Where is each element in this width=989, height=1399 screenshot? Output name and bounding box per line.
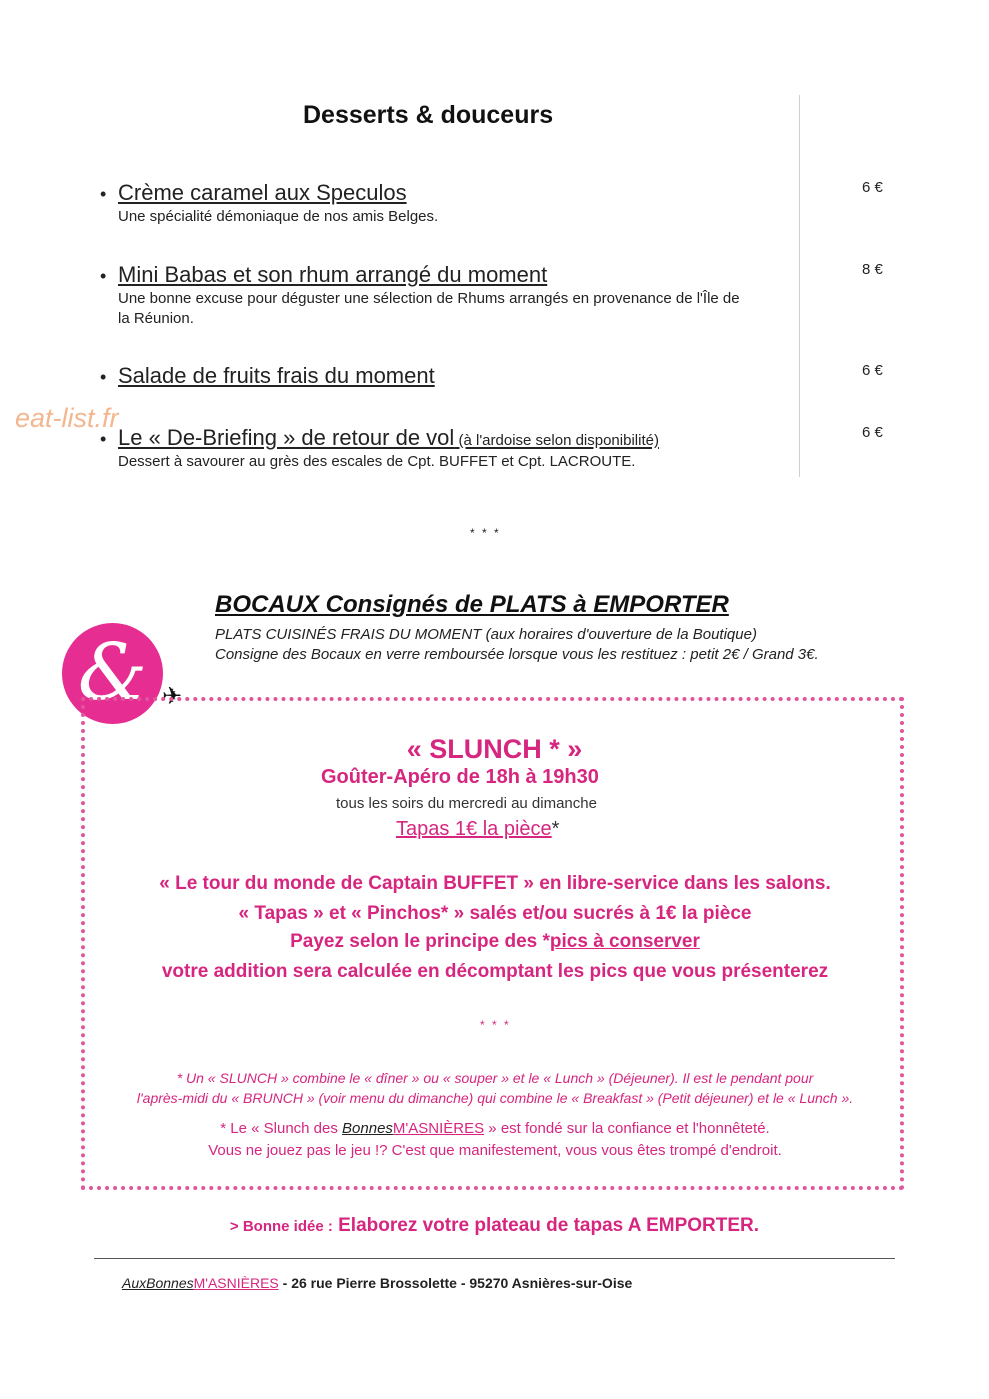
bocaux-line-2: Consigne des Bocaux en verre remboursée lorsque vous les restituez : petit 2€ / Grand 3€. <box>215 646 819 663</box>
watermark: eat-list.fr <box>15 403 119 433</box>
bonne-idee-text: Elaborez votre plateau de tapas A EMPORTER. <box>332 1215 760 1236</box>
tapas-price-line <box>396 818 559 841</box>
slunch-definition-2: l'après-midi du « BRUNCH » (voir menu du dimanche) qui combine le « Breakfast » (Petit déjeuner) et le « Lunch ». <box>136 1090 854 1106</box>
slunch-line-4: votre addition sera calculée en décomptant les pics que vous présenterez <box>161 961 829 982</box>
tapas-price: Tapas 1€ la pièce <box>396 818 552 840</box>
bullet: • <box>100 367 107 387</box>
dessert-price: 6 € <box>862 362 883 379</box>
slunch-line-1: « Le tour du monde de Captain BUFFET » en libre-service dans les salons. <box>159 873 831 894</box>
bonne-idee-lead: > Bonne idée : <box>229 1218 333 1235</box>
dessert-name <box>118 425 659 451</box>
tapas-star: * <box>551 818 560 840</box>
dessert-note: (à l'ardoise selon disponibilité) <box>454 432 659 449</box>
slunch-line-3 <box>95 931 895 953</box>
dessert-price: 6 € <box>862 424 883 441</box>
separator: * * * <box>470 526 501 540</box>
bocaux-title: BOCAUX Consignés de PLATS à EMPORTER <box>215 591 729 618</box>
airplane-icon: ✈ <box>162 683 183 710</box>
footer-name-b: M'ASNIÈRES <box>193 1275 279 1291</box>
slunch-line-2: « Tapas » et « Pinchos* » salés et/ou sucrés à 1€ la pièce <box>238 903 752 924</box>
section-title: Desserts & douceurs <box>303 101 554 129</box>
dessert-name: Salade de fruits frais du moment <box>118 363 435 388</box>
bocaux-line-1: PLATS CUISINÉS FRAIS DU MOMENT (aux horaires d'ouverture de la Boutique) <box>215 626 757 643</box>
dessert-description: Dessert à savourer au grès des escales de Cpt. BUFFET et Cpt. LACROUTE. <box>118 453 636 470</box>
trust-b: Bonnes <box>342 1120 393 1137</box>
dessert-name-text: Le « De-Briefing » de retour de vol <box>118 425 455 450</box>
trust-a: * Le « Slunch des <box>220 1120 343 1137</box>
bullet: • <box>100 184 107 204</box>
ampersand-icon: & <box>77 628 148 718</box>
trust-line-2: Vous ne jouez pas le jeu !? C'est que manifestement, vous vous êtes trompé d'endroit. <box>208 1142 782 1159</box>
days-line: tous les soirs du mercredi au dimanche <box>336 795 597 812</box>
dessert-price: 8 € <box>862 261 883 278</box>
bullet: • <box>100 266 107 286</box>
trust-d: » est fondé sur la confiance et l'honnêteté. <box>484 1120 770 1137</box>
footer-divider <box>94 1258 895 1259</box>
footer-address-text: - 26 rue Pierre Brossolette - 95270 Asnières-sur-Oise <box>278 1275 633 1291</box>
dessert-price: 6 € <box>862 179 883 196</box>
slunch-title: « SLUNCH * » <box>406 734 583 764</box>
bonne-idee <box>0 1215 989 1237</box>
slunch-line-3a: Payez selon le principe des * <box>290 931 550 952</box>
bullet: • <box>100 429 107 449</box>
slunch-line-3b: pics à conserver <box>549 931 700 952</box>
trust-line <box>90 1120 900 1137</box>
vertical-divider <box>799 95 800 477</box>
gouter-apero-line: Goûter-Apéro de 18h à 19h30 <box>321 766 599 788</box>
dessert-description: Une spécialité démoniaque de nos amis Belges. <box>118 208 439 225</box>
footer-name-a: AuxBonnes <box>122 1275 194 1291</box>
trust-c: M'ASNIÈRES <box>392 1120 485 1137</box>
dessert-description: Une bonne excuse pour déguster une sélection de Rhums arrangés en provenance de l'Île de la Réunion. <box>118 290 740 327</box>
slunch-definition-1: * Un « SLUNCH » combine le « dîner » ou « souper » et le « Lunch » (Déjeuner). Il est le pendant pour <box>176 1070 814 1086</box>
separator: * * * <box>480 1018 511 1032</box>
footer-address <box>122 1275 632 1291</box>
dessert-name: Crème caramel aux Speculos <box>118 180 407 205</box>
dessert-name: Mini Babas et son rhum arrangé du moment <box>118 262 548 287</box>
